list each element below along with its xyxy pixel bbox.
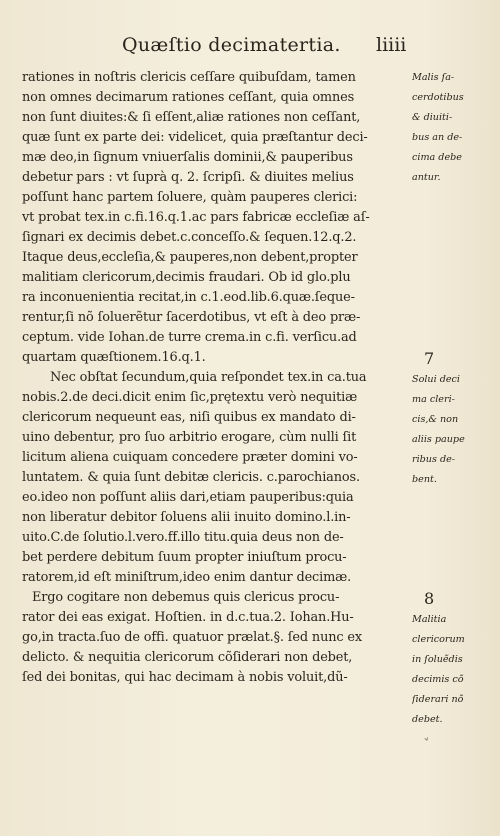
text-line: nobis.2.de deci.dicit enim ſic,prętextu verò nequitiæ bbox=[22, 390, 358, 405]
page-header bbox=[0, 34, 500, 62]
margin-note-line: & diuiti- bbox=[412, 112, 453, 123]
text-line: uino debentur, pro ſuo arbitrio erogare, cùm nulli ſit bbox=[22, 430, 357, 445]
text-line: delicto. & nequitia clericorum cõſiderari non debet, bbox=[22, 650, 353, 665]
text-line: debetur pars : vt ſuprà q. 2. ſcripſi. & diuites melius bbox=[22, 170, 354, 185]
text-line: malitiam clericorum,decimis fraudari. Ob id glo.plu bbox=[22, 270, 351, 285]
section-number: 8 bbox=[424, 589, 435, 608]
margin-note-line: ſiderari nõ bbox=[412, 694, 464, 705]
margin-note-line: ma cleri- bbox=[412, 394, 455, 405]
section-number: 7 bbox=[424, 349, 435, 368]
text-line: quartam quæſtionem.16.q.1. bbox=[22, 350, 206, 365]
text-line: eo.ideo non poſſunt aliis dari,etiam pauperibus:quia bbox=[22, 490, 354, 505]
text-line: luntatem. & quia ſunt debitæ clericis. c.parochianos. bbox=[22, 470, 360, 485]
margin-note-line: debet. bbox=[412, 714, 443, 725]
marginalia-column bbox=[412, 68, 498, 730]
text-line: ſignari ex decimis debet.c.conceſſo.& ſequen.12.q.2. bbox=[22, 230, 357, 245]
margin-note-line: Malis ſa- bbox=[412, 72, 455, 83]
text-line: vt probat tex.in c.fi.16.q.1.ac pars fabricæ eccleſiæ aſ- bbox=[22, 210, 370, 225]
text-line: uito.C.de ſolutio.l.vero.ff.illo titu.quia deus non de- bbox=[22, 530, 344, 545]
margin-note-line: clericorum bbox=[412, 634, 465, 645]
margin-note-line: ribus de- bbox=[412, 454, 456, 465]
margin-note-line: in ſoluẽdis bbox=[412, 654, 463, 665]
margin-note-line: bent. bbox=[412, 474, 437, 485]
folio-number: liiii bbox=[376, 34, 407, 56]
text-line: ſed dei bonitas, qui hac decimam à nobis voluit,dũ- bbox=[22, 670, 348, 685]
text-line: non liberatur debitor ſoluens alii inuito domino.l.in- bbox=[22, 510, 351, 525]
text-line: ceptum. vide Iohan.de turre crema.in c.fi. verſicu.ad bbox=[22, 330, 357, 345]
ink-mark: ˅ bbox=[422, 735, 434, 751]
text-line: non omnes decimarum rationes ceſſant, quia omnes bbox=[22, 90, 355, 105]
text-line: non ſunt diuites:& ſi eſſent,aliæ rationes non ceſſant, bbox=[22, 110, 361, 125]
margin-note-line: cima debe bbox=[412, 152, 462, 163]
text-line: Itaque deus,eccleſia,& pauperes,non debent,propter bbox=[22, 250, 358, 265]
text-line: ratorem,id eſt miniſtrum,ideo enim dantur decimæ. bbox=[22, 570, 352, 585]
text-line: rator dei eas exigat. Hoſtien. in d.c.tua.2. Iohan.Hu- bbox=[22, 610, 354, 625]
margin-note-line: cerdotibus bbox=[412, 92, 464, 103]
paragraph-start-line: Ergo cogitare non debemus quis clericus procu- bbox=[32, 590, 340, 605]
text-line: licitum aliena cuiquam concedere præter domini vo- bbox=[22, 450, 358, 465]
text-line: quæ ſunt ex parte dei: videlicet, quia præſtantur deci- bbox=[22, 130, 368, 145]
text-line: clericorum nequeunt eas, niſi quibus ex mandato di- bbox=[22, 410, 356, 425]
margin-spacer bbox=[412, 188, 498, 348]
margin-note-line: antur. bbox=[412, 172, 441, 183]
text-line: rationes in noſtris clericis ceſſare quibuſdam, tamen bbox=[22, 70, 356, 85]
text-line: rentur,ſi nõ ſoluerẽtur ſacerdotibus, vt eſt à deo præ- bbox=[22, 310, 361, 325]
text-line: mæ deo,in ſignum vniuerſalis dominii,& pauperibus bbox=[22, 150, 353, 165]
margin-spacer bbox=[412, 490, 498, 588]
margin-note-line: Malitia bbox=[412, 614, 447, 625]
margin-note-line: bus an de- bbox=[412, 132, 463, 143]
margin-note-line: aliis paupe bbox=[412, 434, 465, 445]
main-text-block bbox=[22, 68, 414, 688]
text-line: bet perdere debitum ſuum propter iniuſtum procu- bbox=[22, 550, 347, 565]
text-line: ra inconuenientia recitat,in c.1.eod.lib.6.quæ.ſeque- bbox=[22, 290, 355, 305]
text-line: poſſunt hanc partem ſoluere, quàm pauperes clerici: bbox=[22, 190, 358, 205]
paragraph-start-line: Nec obſtat ſecundum,quia reſpondet tex.in ca.tua bbox=[50, 370, 367, 385]
margin-note-line: decimis cõ bbox=[412, 674, 464, 685]
text-line: go,in tracta.ſuo de offi. quatuor prælat.§. ſed nunc ex bbox=[22, 630, 362, 645]
running-title: Quæſtio decimatertia. bbox=[122, 34, 341, 56]
margin-note-line: cis,& non bbox=[412, 414, 459, 425]
margin-note-line: Solui deci bbox=[412, 374, 460, 385]
